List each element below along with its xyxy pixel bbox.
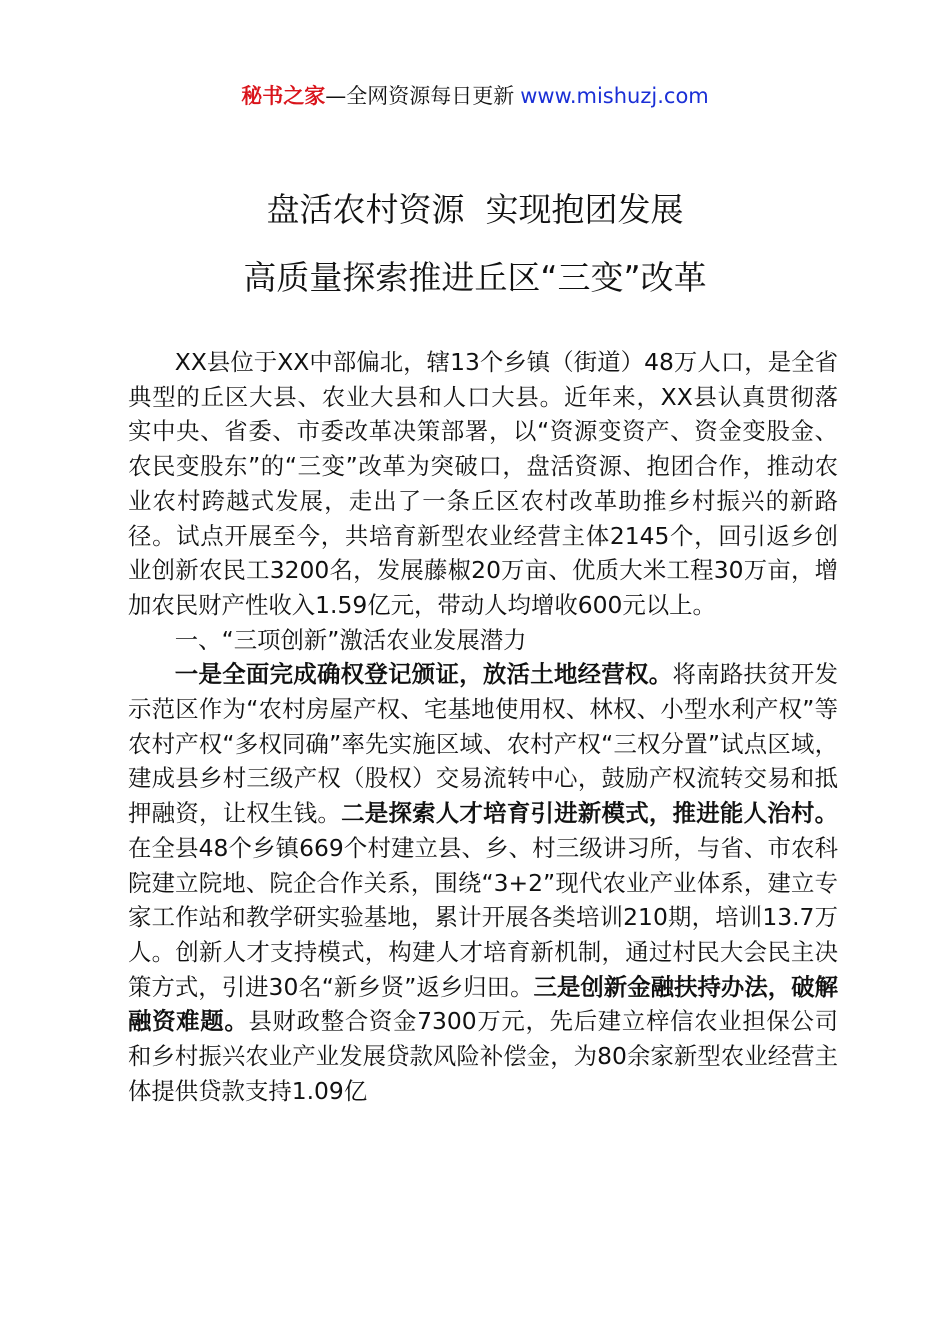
intro-paragraph: XX县位于XX中部偏北，辖13个乡镇（街道）48万人口，是全省典型的丘区大县、农业大县和人口大县。近年来，XX县认真贯彻落实中央、省委、市委改革决策部署，以“资源变资产、资金变股金、农民变股东”的“三变”改革为突破口，盘活资源、抱团合作，推动农业农村跨越式发展，走出了一条丘区农村改革助推乡村振兴的新路径。试点开展至今，共培育新型农业经营主体2145个，回引返乡创业创新农民工3200名，发展藤椒20万亩、优质大米工程30万亩，增加农民财产性收入1.59亿元，带动人均增收600元以上。 [128,348,838,619]
point-2-text: 在全县48个乡镇669个村建立县、乡、村三级讲习所，与省、市农科院建立院地、院企合作关系，围绕“3+2”现代农业产业体系，建立专家工作站和教学研实验基地，累计开展各类培训210期，培训13.7万人。创新人才支持模式，构建人才培育新机制，通过村民大会民主决策方式，引进30名“新乡贤”返乡归田。 [128,833,838,1001]
point-3-lead: 三是创新金融扶持办法，破解融资难题。 [128,972,839,1036]
point-1-lead: 一是全面完成确权登记颁证，放活土地经营权。 [174,660,673,689]
document-title-line-1: 盘活农村资源 实现抱团发展 [266,190,684,229]
site-header [0,80,950,112]
section-1-paragraph [128,657,838,1108]
site-brand: 秘书之家 [241,84,326,108]
document-body [128,345,838,1108]
point-2-lead: 二是探索人才培育引进新模式，推进能人治村。 [341,799,839,828]
document-title-line-2: 高质量探索推进丘区“三变”改革 [243,258,707,297]
point-3-text: 县财政整合资金7300万元，先后建立梓信农业担保公司和乡村振兴农业产业发展贷款风险补偿金，为80余家新型农业经营主体提供贷款支持1.09亿 [128,1007,839,1105]
site-tagline: —全网资源每日更新 [325,84,515,108]
site-url-link[interactable]: www.mishuzj.com [520,84,709,108]
section-heading-1: 一、“三项创新”激活农业发展潜力 [174,625,527,654]
point-1-text: 将南路扶贫开发示范区作为“农村房屋产权、宅基地使用权、林权、小型水利产权”等农村产权“多权同确”率先实施区域、农村产权“三权分置”试点区域，建成县乡村三级产权（股权）交易流转中心，鼓励产权流转交易和抵押融资，让权生钱。 [128,660,839,828]
